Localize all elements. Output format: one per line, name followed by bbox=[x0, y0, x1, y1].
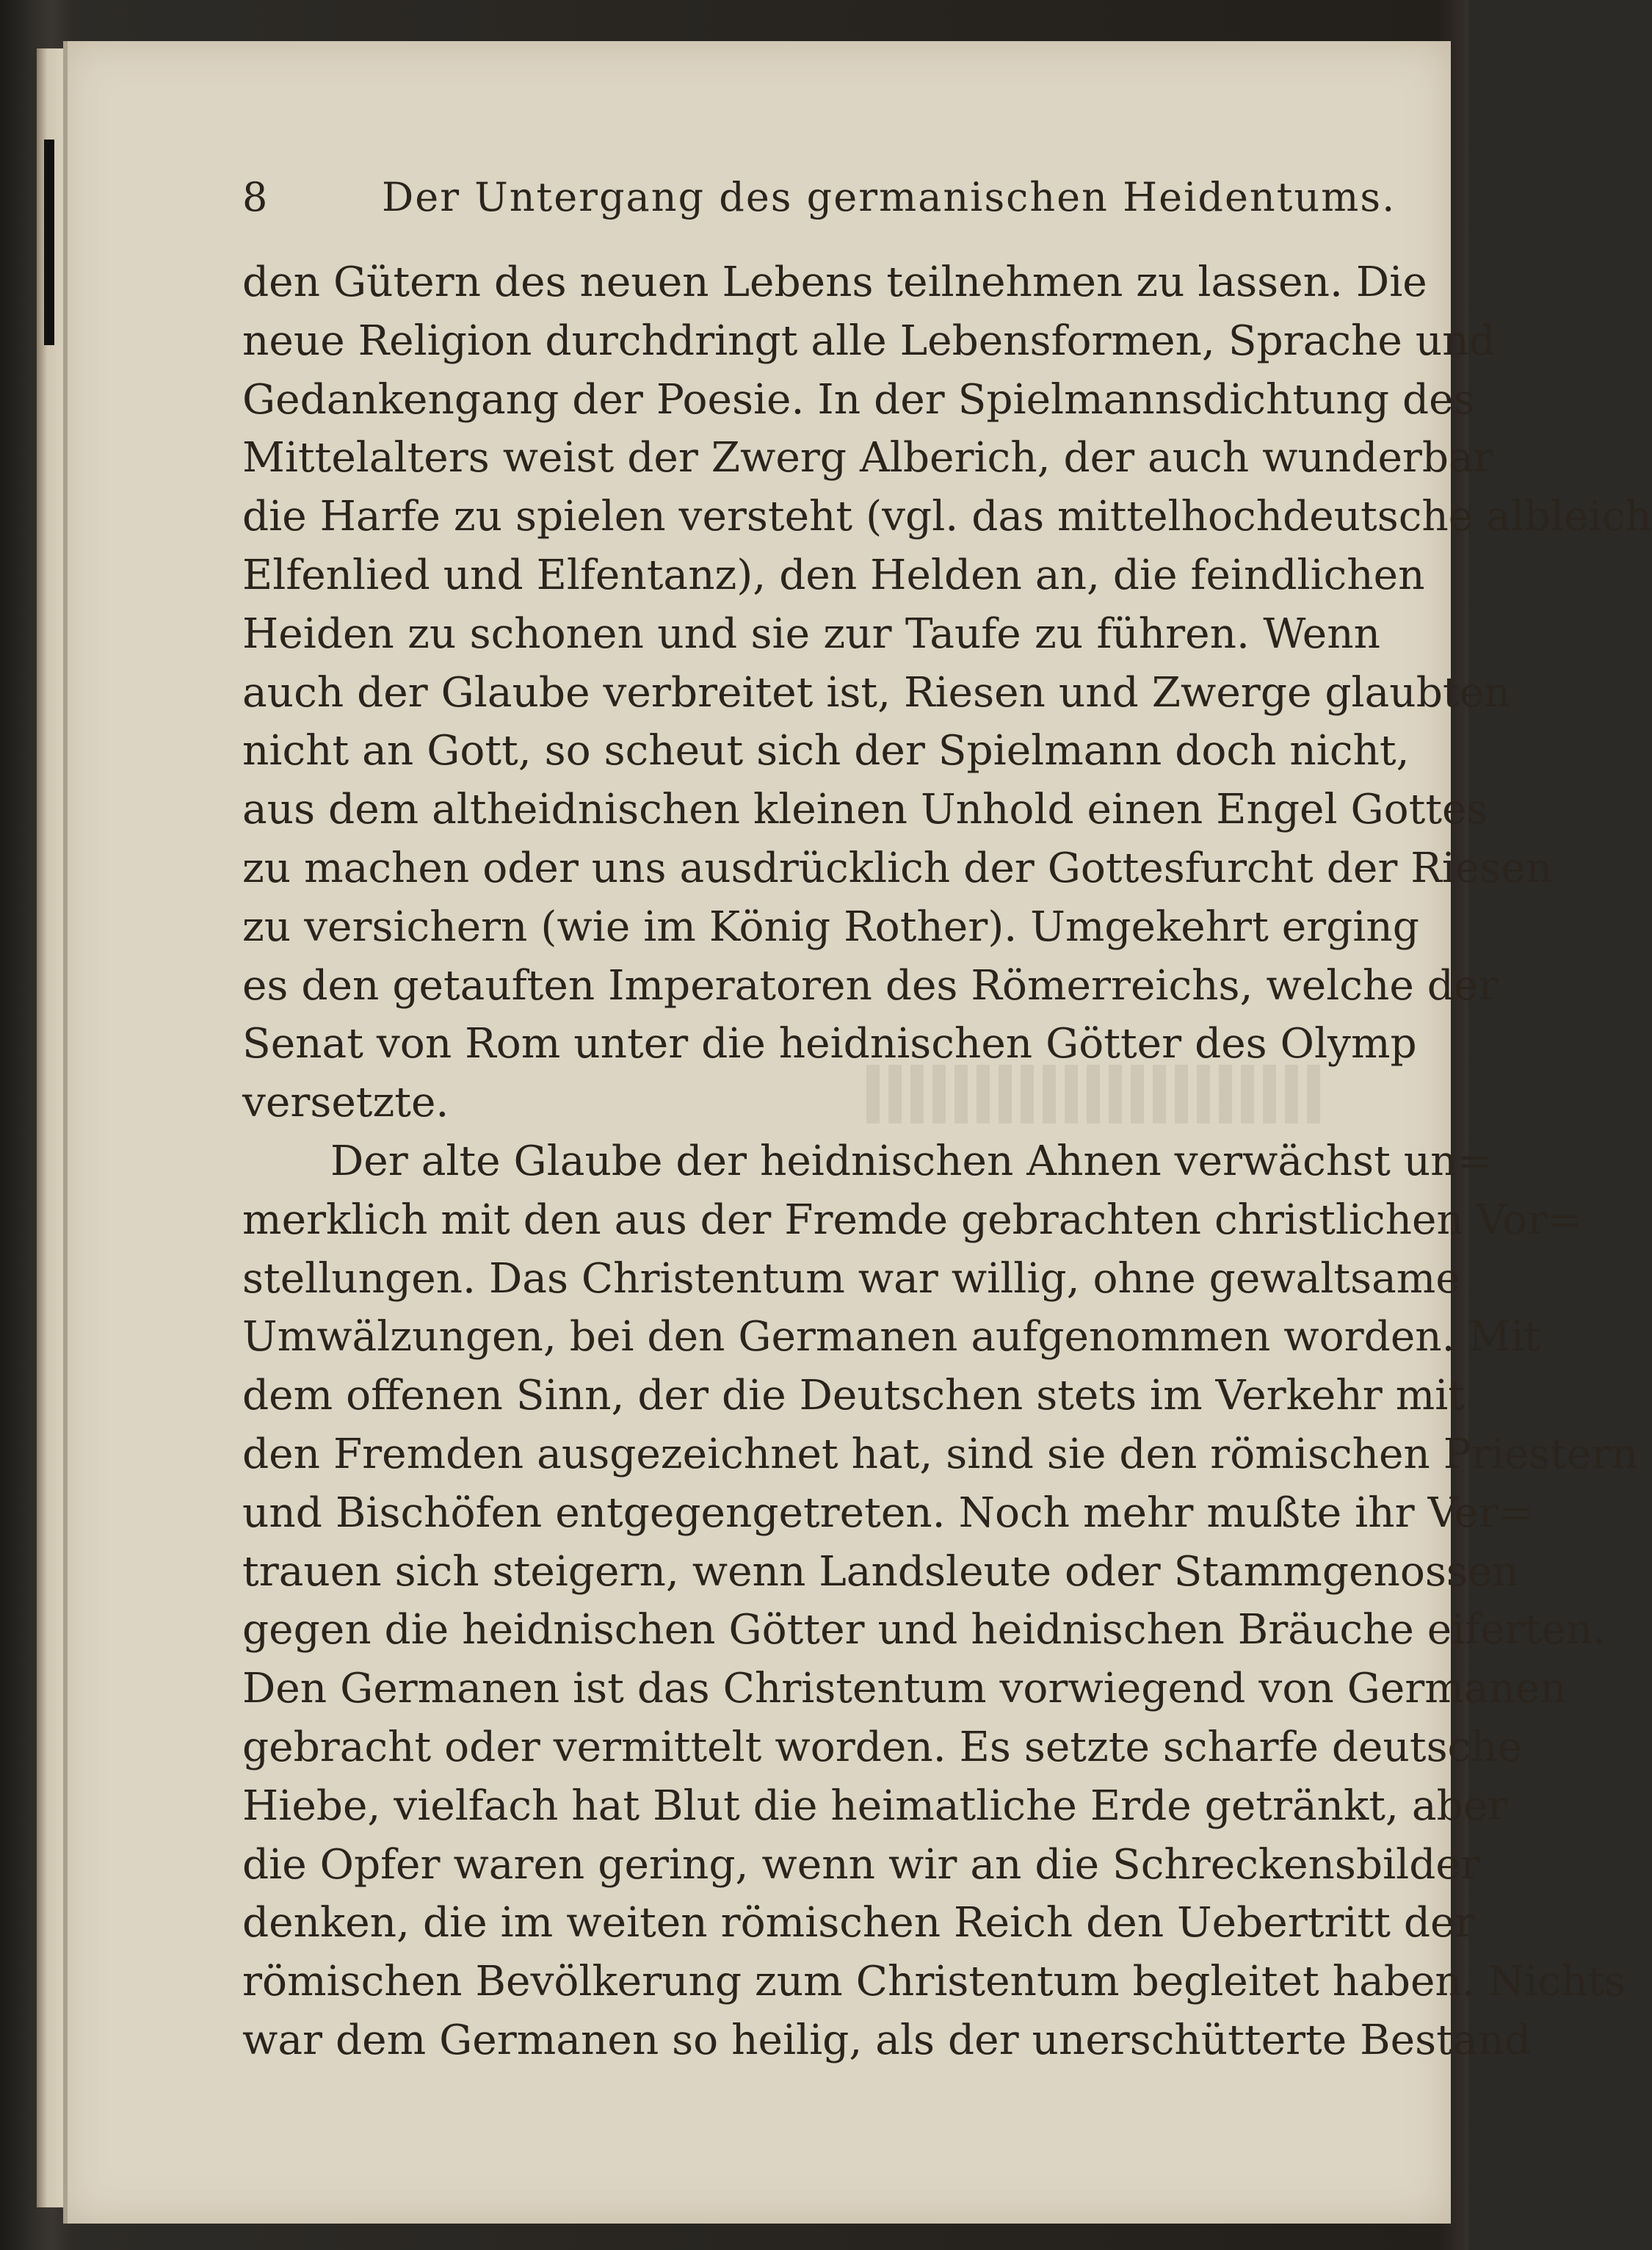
text-line: zu versichern (wie im König Rother). Umgekehrt erging bbox=[242, 902, 1419, 951]
binding-mark bbox=[44, 140, 54, 345]
text-line: nicht an Gott, so scheut sich der Spielmann doch nicht, bbox=[242, 727, 1410, 775]
text-line: aus dem altheidnischen kleinen Unhold einen Engel Gottes bbox=[242, 786, 1488, 834]
running-title: Der Untergang des germanischen Heidentums. bbox=[382, 174, 1396, 220]
page-number: 8 bbox=[242, 174, 269, 220]
text-line: zu machen oder uns ausdrücklich der Gottesfurcht der Riesen bbox=[242, 844, 1553, 892]
text-line: denken, die im weiten römischen Reich den Uebertritt der bbox=[242, 1899, 1475, 1947]
text-line: Elfenlied und Elfentanz), den Helden an, die feindlichen bbox=[242, 551, 1425, 599]
text-line: gebracht oder vermittelt worden. Es setzte scharfe deutsche bbox=[242, 1723, 1523, 1771]
text-line: und Bischöfen entgegengetreten. Noch mehr mußte ihr Ver= bbox=[242, 1488, 1534, 1537]
text-line: Umwälzungen, bei den Germanen aufgenommen worden. Mit bbox=[242, 1313, 1541, 1361]
text-line: auch der Glaube verbreitet ist, Riesen und Zwerge glaubten bbox=[242, 668, 1511, 717]
gutter-shadow bbox=[63, 41, 68, 2224]
text-line: Mittelalters weist der Zwerg Alberich, der auch wunderbar bbox=[242, 434, 1493, 482]
text-line: merklich mit den aus der Fremde gebrachten christlichen Vor= bbox=[242, 1195, 1582, 1244]
text-line: Heiden zu schonen und sie zur Taufe zu führen. Wenn bbox=[242, 609, 1380, 658]
text-line: die Opfer waren gering, wenn wir an die Schreckensbilder bbox=[242, 1840, 1480, 1889]
text-line: es den getauften Imperatoren des Römerreichs, welche der bbox=[242, 961, 1499, 1010]
text-line: römischen Bevölkerung zum Christentum begleitet haben. Nichts bbox=[242, 1958, 1626, 2006]
page-edge bbox=[37, 48, 63, 2207]
text-line: war dem Germanen so heilig, als der unerschütterte Bestand bbox=[242, 2016, 1532, 2064]
text-line: stellungen. Das Christentum war willig, ohne gewaltsame bbox=[242, 1254, 1460, 1303]
text-line: den Fremden ausgezeichnet hat, sind sie den römischen Priestern bbox=[242, 1430, 1638, 1478]
text-line: gegen die heidnischen Götter und heidnischen Bräuche eiferten. bbox=[242, 1606, 1606, 1654]
page-header bbox=[235, 165, 1396, 224]
text-line: dem offenen Sinn, der die Deutschen stets im Verkehr mit bbox=[242, 1372, 1466, 1420]
text-line: die Harfe zu spielen versteht (vgl. das mittelhochdeutsche albleich bbox=[242, 493, 1652, 541]
text-line: neue Religion durchdringt alle Lebensformen, Sprache und bbox=[242, 316, 1496, 365]
text-line: den Gütern des neuen Lebens teilnehmen zu lassen. Die bbox=[242, 258, 1427, 306]
body-text bbox=[242, 253, 1652, 2070]
text-line: versetzte. bbox=[242, 1079, 449, 1127]
text-line: Den Germanen ist das Christentum vorwiegend von Germanen bbox=[242, 1665, 1567, 1713]
text-line: Der alte Glaube der heidnischen Ahnen verwächst un= bbox=[330, 1137, 1492, 1185]
text-line: Gedankengang der Poesie. In der Spielmannsdichtung des bbox=[242, 375, 1475, 424]
text-line: Hiebe, vielfach hat Blut die heimatliche Erde getränkt, aber bbox=[242, 1781, 1508, 1830]
text-line: Senat von Rom unter die heidnischen Götter des Olymp bbox=[242, 1020, 1417, 1068]
text-line: trauen sich steigern, wenn Landsleute oder Stammgenossen bbox=[242, 1547, 1519, 1596]
